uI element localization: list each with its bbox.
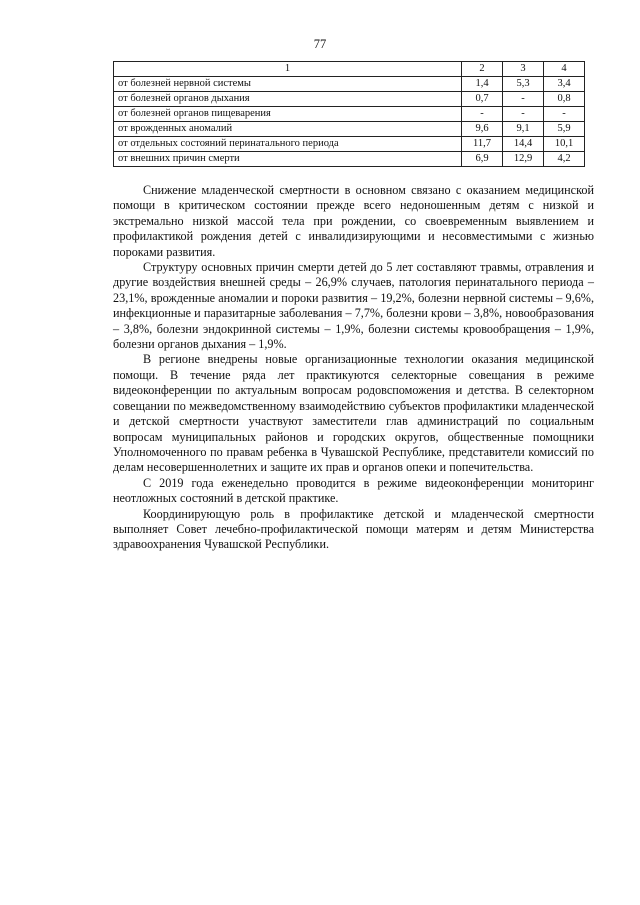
table-cell: 10,1	[544, 137, 585, 152]
table-cell: 5,9	[544, 122, 585, 137]
paragraph: С 2019 года еженедельно проводится в режиме видеоконференции мониторинг неотложных состояний в детской практике.	[113, 475, 594, 506]
table-cell: 14,4	[503, 137, 544, 152]
table-cell: 0,7	[462, 92, 503, 107]
table-cell: -	[462, 107, 503, 122]
table-cell: 0,8	[544, 92, 585, 107]
table-cell: 12,9	[503, 152, 544, 167]
table-row	[114, 137, 585, 152]
table-cell-label: от болезней нервной системы	[114, 77, 462, 92]
paragraph: Координирующую роль в профилактике детской и младенческой смертности выполняет Совет лечебно-профилактической помощи матерям и детям Министерства здравоохранения Чувашской Республики.	[113, 506, 594, 552]
mortality-table	[113, 61, 585, 167]
table-row	[114, 152, 585, 167]
table-row	[114, 92, 585, 107]
table-header-cell: 3	[503, 62, 544, 77]
table-cell: 1,4	[462, 77, 503, 92]
table-cell-label: от отдельных состояний перинатального периода	[114, 137, 462, 152]
table-cell: 9,1	[503, 122, 544, 137]
table-cell: 11,7	[462, 137, 503, 152]
page-number: 77	[313, 37, 327, 51]
table-cell-label: от внешних причин смерти	[114, 152, 462, 167]
table-cell: -	[544, 107, 585, 122]
table-row	[114, 77, 585, 92]
table-cell-label: от болезней органов пищеварения	[114, 107, 462, 122]
table-header-cell: 1	[114, 62, 462, 77]
table-cell: -	[503, 92, 544, 107]
table-cell: 9,6	[462, 122, 503, 137]
table-cell: 5,3	[503, 77, 544, 92]
table-row	[114, 107, 585, 122]
table-cell: 6,9	[462, 152, 503, 167]
table-cell: 4,2	[544, 152, 585, 167]
table-header-cell: 4	[544, 62, 585, 77]
paragraph: Структуру основных причин смерти детей до 5 лет составляют травмы, отравления и другие воздействия внешней среды – 26,9% случаев, патология перинатального периода – 23,1%, врожденные аномалии и пороки развития – 19,2%, болезни нервной системы – 9,6%, инфекционные и паразитарные заболевания – 7,7%, болезни крови – 3,8%, новообразования – 3,8%, болезни эндокринной системы – 1,9%, болезни системы кровообращения – 1,9%, болезни органов дыхания – 1,9%.	[113, 260, 594, 352]
paragraph: В регионе внедрены новые организационные технологии оказания медицинской помощи. В течение ряда лет практикуются селекторные совещания в режиме видеоконференции по актуальным вопросам родовспоможения и детства. В селекторном совещании по межведомственному взаимодействию субъектов профилактики младенческой и детской смертности участвуют заместители глав администраций по социальным вопросам муниципальных районов и городских округов, общественные помощники Уполномоченного по правам ребенка в Чувашской Республике, представители комиссий по делам несовершеннолетних и защите их прав и органов опеки и попечительства.	[113, 352, 594, 475]
table-cell: 3,4	[544, 77, 585, 92]
body-text	[113, 183, 594, 553]
table-cell-label: от болезней органов дыхания	[114, 92, 462, 107]
table-cell-label: от врожденных аномалий	[114, 122, 462, 137]
table-cell: -	[503, 107, 544, 122]
table-header-cell: 2	[462, 62, 503, 77]
table-header-row	[114, 62, 585, 77]
paragraph: Снижение младенческой смертности в основном связано с оказанием медицинской помощи в критическом состоянии прежде всего недоношенным детям с низкой и экстремально низкой массой тела при рождении, со своевременным выявлением и профилактикой рождения детей с инвалидизирующими и несовместимыми с жизнью пороками развития.	[113, 183, 594, 259]
table-row	[114, 122, 585, 137]
